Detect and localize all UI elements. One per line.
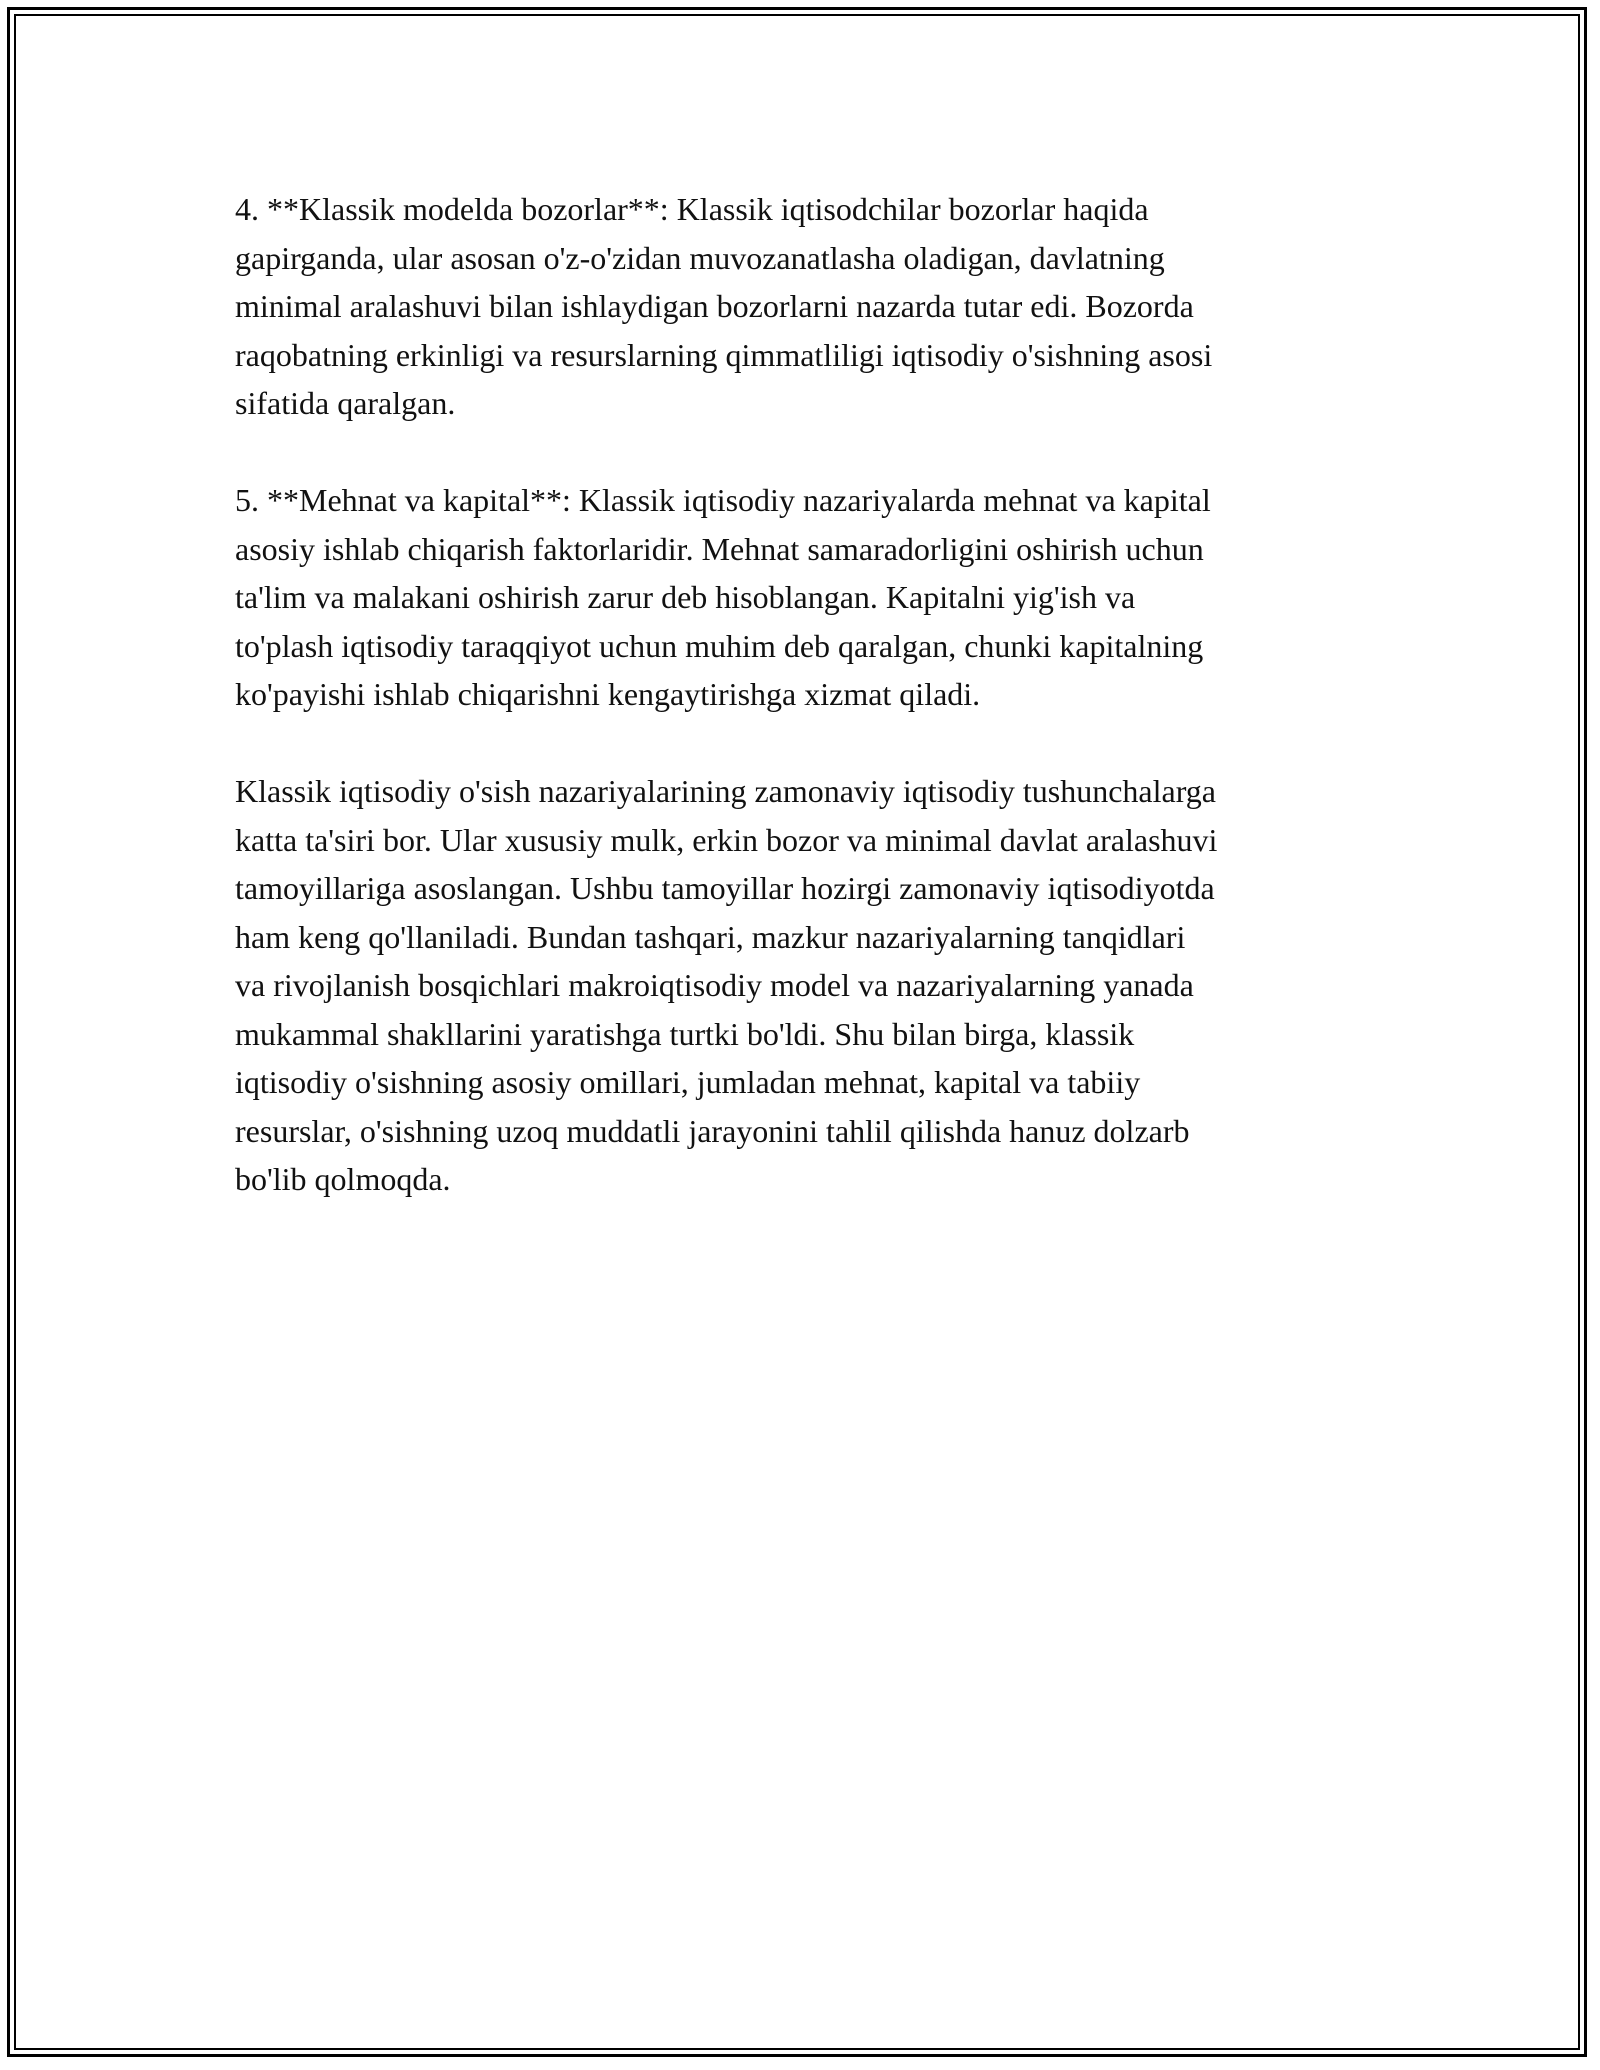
text-line: tamoyillariga asoslangan. Ushbu tamoyillar hozirgi zamonaviy iqtisodiyotda bbox=[235, 870, 1215, 906]
text-line: raqobatning erkinligi va resurslarning qimmatliligi iqtisodiy o'sishning asosi bbox=[235, 336, 1213, 373]
text-line: bo'lib qolmoqda. bbox=[235, 1161, 451, 1197]
text-line: to'plash iqtisodiy taraqqiyot uchun muhim deb qaralgan, chunki kapitalning bbox=[235, 627, 1204, 664]
text-line: resurslar, o'sishning uzoq muddatli jarayonini tahlil qilishda hanuz dolzarb bbox=[235, 1112, 1190, 1149]
paragraph-markets bbox=[235, 185, 1375, 428]
text-line: ta'lim va malakani oshirish zarur deb hisoblangan. Kapitalni yig'ish va bbox=[235, 579, 1136, 615]
text-line: sifatida qaralgan. bbox=[235, 385, 456, 421]
text-line: minimal aralashuvi bilan ishlaydigan bozorlarni nazarda tutar edi. Bozorda bbox=[235, 288, 1194, 324]
text-line: gapirganda, ular asosan o'z-o'zidan muvozanatlasha oladigan, davlatning bbox=[235, 239, 1165, 276]
text-line: ko'payishi ishlab chiqarishni kengaytirishga xizmat qiladi. bbox=[235, 676, 981, 712]
text-line: ham keng qo'llaniladi. Bundan tashqari, mazkur nazariyalarning tanqidlari bbox=[235, 918, 1186, 955]
text-line: katta ta'siri bor. Ular xususiy mulk, erkin bozor va minimal davlat aralashuvi bbox=[235, 821, 1218, 858]
text-line: asosiy ishlab chiqarish faktorlaridir. Mehnat samaradorligini oshirish uchun bbox=[235, 530, 1204, 567]
paragraph-conclusion bbox=[235, 767, 1375, 1204]
document-body bbox=[235, 185, 1375, 1252]
text-line: iqtisodiy o'sishning asosiy omillari, jumladan mehnat, kapital va tabiiy bbox=[235, 1064, 1141, 1100]
text-line: 4. **Klassik modelda bozorlar**: Klassik iqtisodchilar bozorlar haqida bbox=[235, 191, 1149, 227]
text-line: mukammal shakllarini yaratishga turtki bo'ldi. Shu bilan birga, klassik bbox=[235, 1015, 1135, 1052]
text-line: Klassik iqtisodiy o'sish nazariyalarining zamonaviy iqtisodiy tushunchalarga bbox=[235, 773, 1216, 809]
paragraph-labor-capital bbox=[235, 476, 1375, 719]
text-line: va rivojlanish bosqichlari makroiqtisodiy model va nazariyalarning yanada bbox=[235, 967, 1194, 1003]
text-line: 5. **Mehnat va kapital**: Klassik iqtisodiy nazariyalarda mehnat va kapital bbox=[235, 482, 1211, 518]
